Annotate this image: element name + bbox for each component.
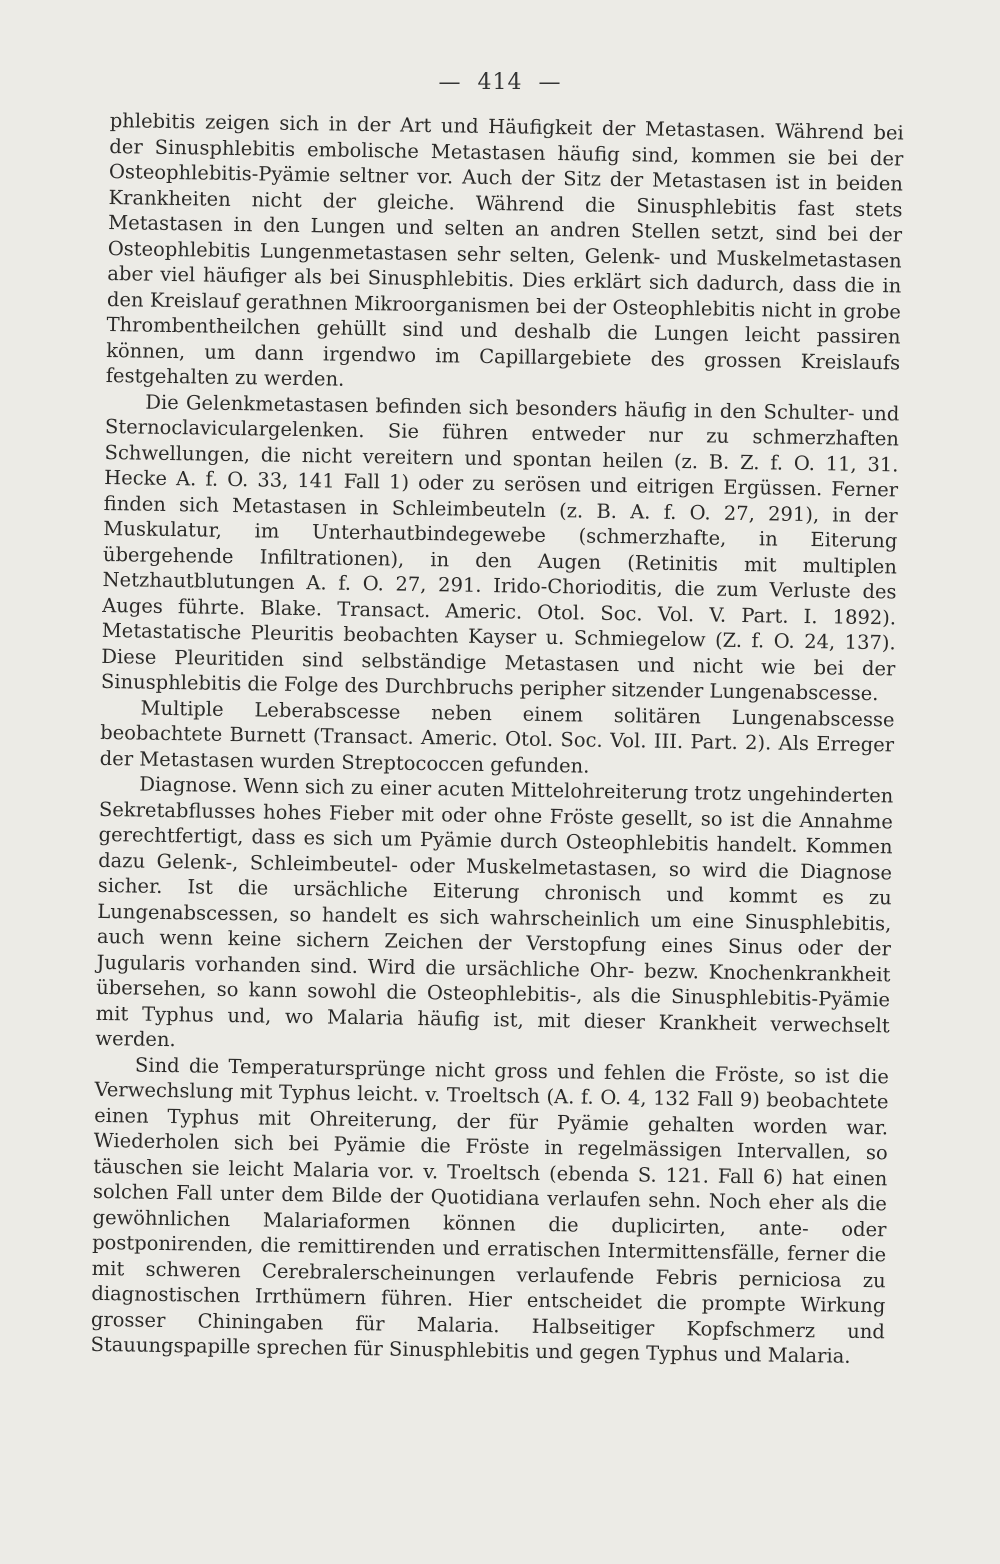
paragraph-metastases: phlebitis zeigen sich in der Art und Häufigkeit der Metastasen. Während bei der Sinusphlebitis embolische Metastasen häufig sind, kommen sie bei der Osteophlebitis-Pyämie seltner vor. Auch der Sitz der Metastasen ist in beiden Krankheiten nicht der gleiche. Während die Sinusphlebitis fast stets Metastasen in den Lungen und selten an andren Stellen setzt, sind bei der Osteophlebitis Lungenmetastasen sehr selten, Gelenk- und Muskelmetastasen aber viel häufiger als bei Sinusphlebitis. Dies erklärt sich dadurch, dass die in den Kreislauf gerathnen Mikroorganismen bei der Osteophlebitis nicht in grobe Thrombentheilchen gehüllt sind und deshalb die Lungen leicht passiren können, um dann irgendwo im Capillargebiete des grossen Kreislaufs festgehalten zu werden. (105, 108, 904, 391)
page-number: 414 (477, 70, 523, 95)
header-dash-right: — (538, 70, 562, 95)
paragraph-liver-abscesses: Multiple Leberabscesse neben einem solitären Lungenabscesse beobachtete Burnett (Transact. Americ. Otol. Soc. Vol. III. Part. 2). Als Erreger der Metastasen wurden Streptococcen gefunden. (99, 696, 895, 778)
paragraph-differential: Sind die Temperatursprünge nicht gross und fehlen die Fröste, so ist die Verwechslung mit Typhus leicht. v. Troeltsch (A. f. O. 4, 132 Fall 9) beobachtete einen Typhus mit Ohreiterung, der für Pyämie gehalten worden war. Wiederholen sich bei Pyämie die Fröste in regelmässigen Intervallen, so täuschen sie leicht Malaria vor. v. Troeltsch (ebenda S. 121. Fall 6) hat einen solchen Fall unter dem Bilde der Quotidiana verlaufen sehn. Noch eher als die gewöhnlichen Malariaformen können die duplicirten, ante- oder postponirenden, die remittirenden und erratischen Intermittensfälle, ferner die mit schweren Cerebralerscheinungen verlaufende Febris perniciosa zu diagnostischen Irrthümern führen. Hier entscheidet die prompte Wirkung grosser Chiningaben für Malaria. Halbseitiger Kopfschmerz und Stauungspapille sprechen für Sinusphlebitis und gegen Typhus und Malaria. (90, 1053, 890, 1368)
paragraph-diagnosis: Diagnose. Wenn sich zu einer acuten Mittelohreiterung trotz ungehinderten Sekretabflusses hohes Fieber mit oder ohne Fröste gesellt, so ist die Annahme gerechtfertigt, dass es sich um Pyämie durch Osteophlebitis handelt. Kommen dazu Gelenk-, Schleimbeutel- oder Muskelmetastasen, so wird die Diagnose sicher. Ist die ursächliche Eiterung chronisch und kommt es zu Lungenabscessen, so handelt es sich wahrscheinlich um eine Sinusphlebitis, auch wenn keine sichern Zeichen der Verstopfung eines Sinus oder der Jugularis vorhanden sind. Wird die ursächliche Ohr- bezw. Knochenkrankheit übersehen, so kann sowohl die Osteophlebitis-, als die Sinusphlebitis-Pyämie mit Typhus und, wo Malaria häufig ist, mit dieser Krankheit verwechselt werden. (95, 772, 894, 1052)
header-dash-left: — (438, 70, 462, 95)
page-number-header (0, 70, 1000, 95)
body-text (90, 108, 904, 1370)
paragraph-joint-metastases: Die Gelenkmetastasen befinden sich besonders häufig in den Schulter- und Sternoclaviculargelenken. Sie führen entweder nur zu schmerzhaften Schwellungen, die nicht vereitern und spontan heilen (z. B. Z. f. O. 11, 31. Hecke A. f. O. 33, 141 Fall 1) oder zu serösen und eitrigen Ergüssen. Ferner finden sich Metastasen in Schleimbeuteln (z. B. A. f. O. 27, 291), in der Muskulatur, im Unterhautbindegewebe (schmerzhafte, in Eiterung übergehende Infiltrationen), in den Augen (Retinitis mit multiplen Netzhautblutungen A. f. O. 27, 291. Irido-Chorioditis, die zum Verluste des Auges führte. Blake. Transact. Americ. Otol. Soc. Vol. V. Part. I. 1892). Metastatische Pleuritis beobachten Kayser u. Schmiegelow (Z. f. O. 24, 137). Diese Pleuritiden sind selbständige Metastasen und nicht wie bei der Sinusphlebitis die Folge des Durchbruchs peripher sitzender Lungenabscesse. (100, 390, 900, 706)
